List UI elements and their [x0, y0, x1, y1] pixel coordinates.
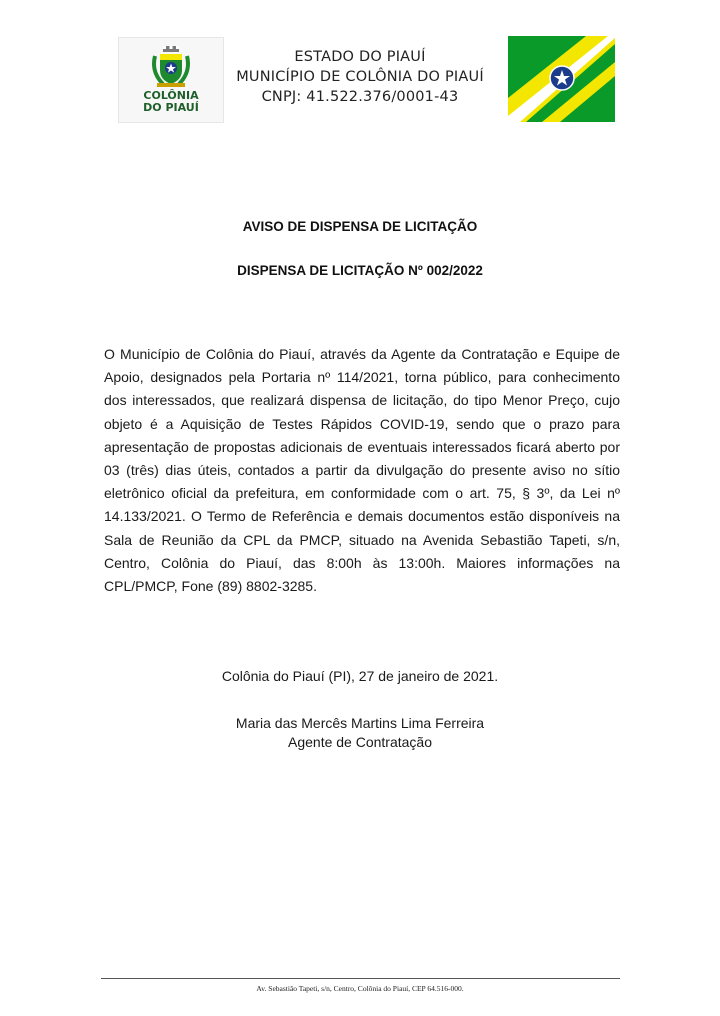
signatory-role: Agente de Contratação [288, 734, 432, 750]
document-subtitle: DISPENSA DE LICITAÇÃO Nº 002/2022 [237, 263, 483, 278]
date-line: Colônia do Piauí (PI), 27 de janeiro de 2021. [221, 668, 499, 684]
piaui-flag-icon [508, 36, 615, 122]
municipality-name: MUNICÍPIO DE COLÔNIA DO PIAUÍ [236, 69, 484, 85]
document-title: AVISO DE DISPENSA DE LICITAÇÃO [242, 219, 478, 234]
signatory-name: Maria das Mercês Martins Lima Ferreira [235, 715, 485, 731]
state-name: ESTADO DO PIAUÍ [294, 49, 426, 65]
logo-text-line2: DO PIAUÍ [143, 101, 199, 114]
footer-divider [101, 978, 620, 979]
cnpj: CNPJ: 41.522.376/0001-43 [261, 89, 459, 105]
header-titles [222, 47, 498, 107]
letterhead [0, 0, 720, 140]
logo-text-line1: COLÔNIA [143, 89, 199, 102]
coat-of-arms-icon [151, 46, 191, 88]
footer-address: Av. Sebastião Tapeti, s/n, Centro, Colônia do Piauí, CEP 64.516-000. [256, 984, 464, 993]
municipality-logo [118, 37, 224, 123]
notice-body: O Município de Colônia do Piauí, através da Agente da Contratação e Equipe de Apoio, designados pela Portaria nº 114/2021, torna público, para conhecimento dos interessados, que realizará dispensa de licitação, do tipo Menor Preço, cujo objeto é a Aquisição de Testes Rápidos COVID-19, sendo que o prazo para apresentação de propostas adicionais de eventuais interessados ficará aberto por 03 (três) dias úteis, contados a partir da divulgação do presente aviso no sítio eletrônico oficial da prefeitura, em conformidade com o art. 75, § 3º, da Lei nº 14.133/2021. O Termo de Referência e demais documentos estão disponíveis na Sala de Reunião da CPL da PMCP, situado na Avenida Sebastião Tapeti, s/n, Centro, Colônia do Piauí, das 8:00h às 13:00h. Maiores informações na CPL/PMCP, Fone (89) 8802-3285. [104, 346, 620, 595]
